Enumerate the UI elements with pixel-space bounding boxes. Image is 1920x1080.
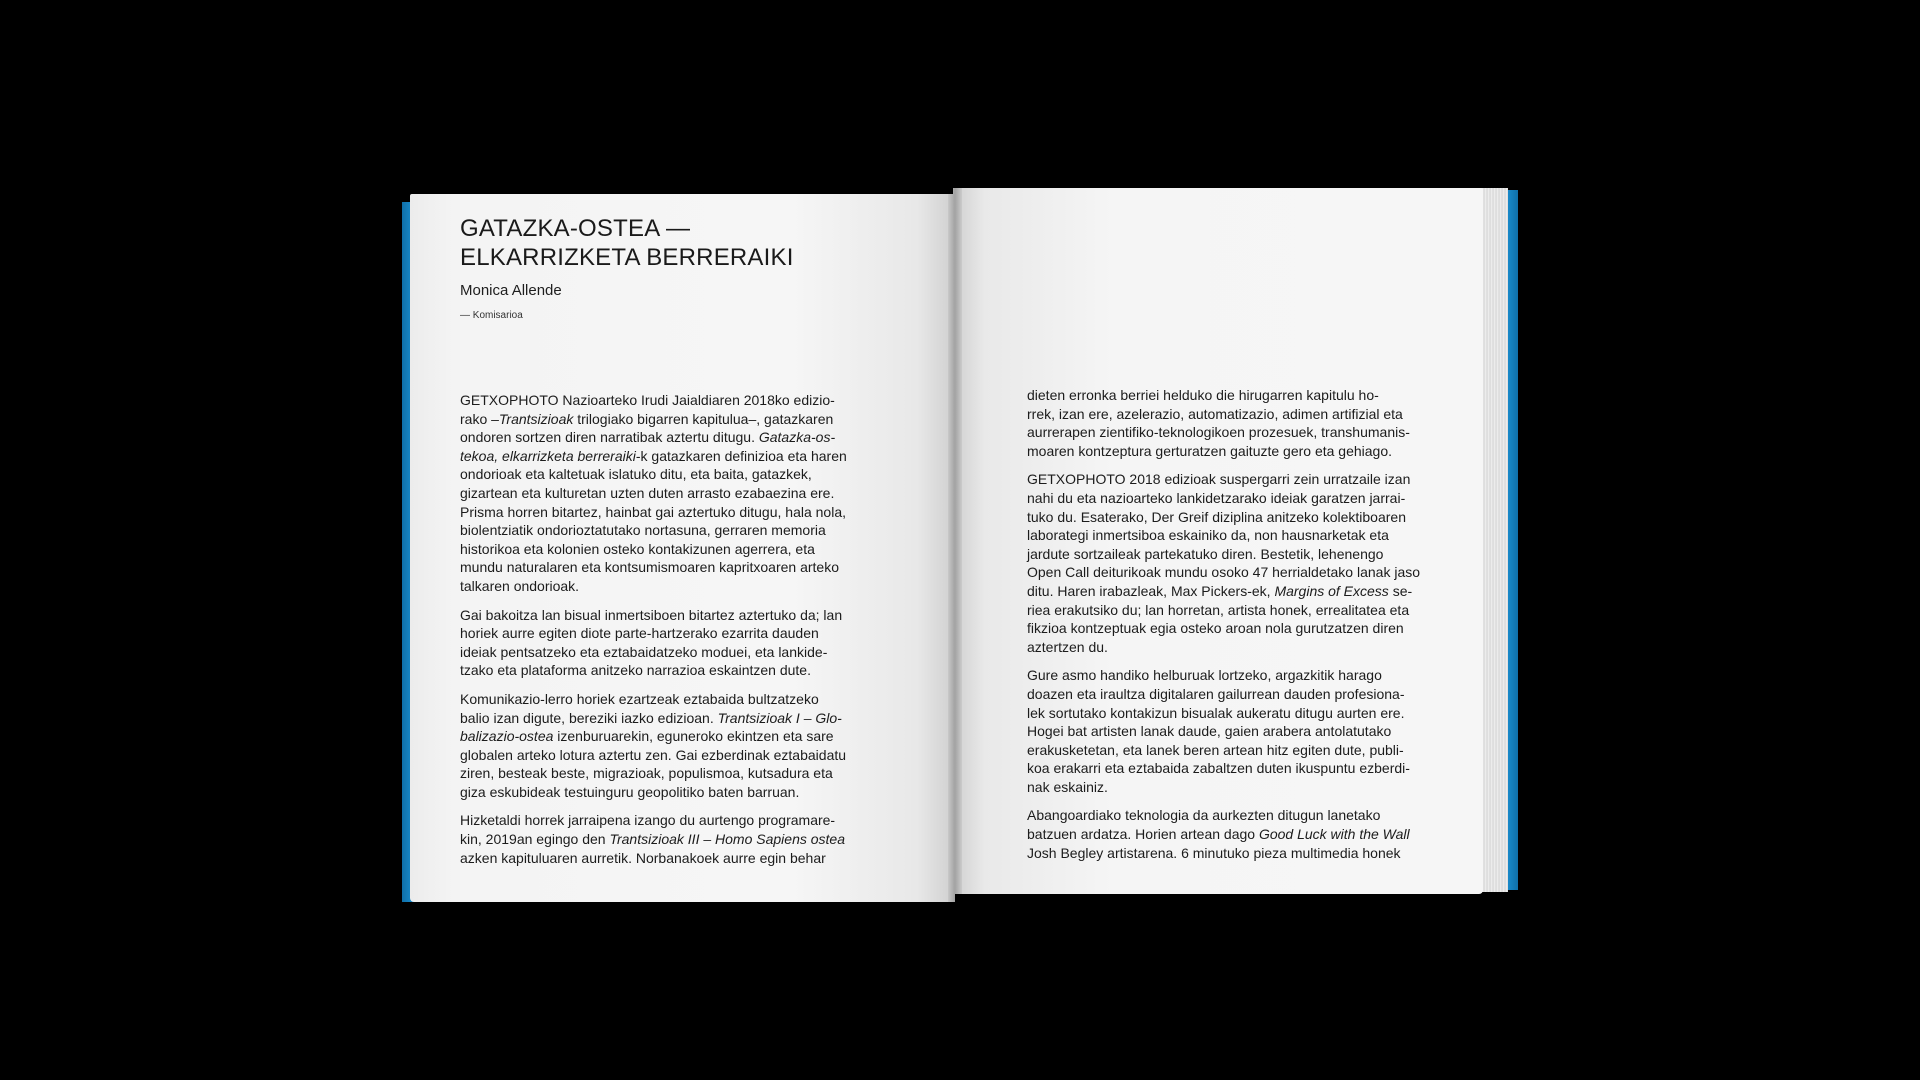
text-line: moaren kontzeptura gerturatzen gaituzte gero eta gehiago. bbox=[1027, 442, 1393, 459]
text-line: horiek aurre egiten diote parte-hartzerako ezarrita dauden bbox=[460, 625, 819, 642]
text-line: rrek, izan ere, azelerazio, automatizazio, adimen artifizial eta bbox=[1027, 405, 1403, 422]
text-line: gizartean eta kulturetan uzten duten arrasto ezabaezina ere. bbox=[460, 484, 835, 501]
paragraph bbox=[460, 811, 847, 867]
text-line: ideiak pentsatzeko eta eztabaidatzeko moduei, eta lankide- bbox=[460, 643, 828, 660]
text-line: riea erakutsiko du; lan horretan, artista honek, errealitatea eta bbox=[1027, 601, 1410, 618]
right-body-text bbox=[1027, 386, 1420, 872]
text-line: GETXOPHOTO 2018 edizioak suspergarri zein urratzaile izan bbox=[1027, 471, 1411, 488]
paragraph bbox=[1027, 470, 1420, 656]
text-line: historikoa eta kolonien osteko kontakizunen agerrera, eta bbox=[460, 540, 815, 557]
book-gutter bbox=[948, 188, 962, 902]
text-line: lek sortutako kontakizun bisualak aukeratu ditugu aurten ere. bbox=[1027, 704, 1405, 721]
text-line: ondoren sortzen diren narratibak aztertu ditugu. Gatazka-os- bbox=[460, 429, 836, 446]
text-line: ziren, besteak beste, migrazioak, populismoa, kutsadura eta bbox=[460, 765, 833, 782]
text-line: erakusketetan, eta lanek beren artean hitz egiten dute, publi- bbox=[1027, 741, 1404, 758]
text-line: kin, 2019an egingo den Trantsizioak III – Homo Sapiens ostea bbox=[460, 831, 845, 848]
paragraph bbox=[460, 690, 847, 802]
text-line: ditu. Haren irabazleak, Max Pickers-ek, Margins of Excess se- bbox=[1027, 582, 1413, 599]
text-line: tzako eta plataforma anitzeko narrazioa eskaintzen dute. bbox=[460, 662, 811, 679]
article-title bbox=[460, 214, 880, 272]
text-line: globalen arteko lotura aztertu zen. Gai ezberdinak eztabaidatu bbox=[460, 746, 847, 763]
text-line: nahi du eta nazioarteko lankidetzarako ideiak garatzen jarrai- bbox=[1027, 489, 1406, 506]
open-book bbox=[402, 188, 1518, 904]
title-line: GATAZKA-OSTEA — bbox=[460, 215, 691, 242]
paragraph bbox=[460, 391, 847, 596]
text-line: Hogei bat artisten lanak daude, gaien arabera antolatutako bbox=[1027, 723, 1392, 740]
paragraph bbox=[1027, 666, 1420, 796]
text-line: Josh Begley artistarena. 6 minutuko pieza multimedia honek bbox=[1027, 844, 1401, 861]
text-line: batzuen ardatza. Horien artean dago Good Luck with the Wall bbox=[1027, 826, 1410, 843]
text-line: koa erakarri eta eztabaida zabaltzen duten ikuspuntu ezberdi- bbox=[1027, 760, 1410, 777]
text-line: laborategi inmertsiboa eskainiko da, non hausnarketak eta bbox=[1027, 527, 1389, 544]
text-line: fikzioa kontzeptuak egia osteko aroan nola gurutzatzen diren bbox=[1027, 620, 1404, 637]
text-line: Open Call deiturikoak mundu osoko 47 herrialdetako lanak jaso bbox=[1027, 564, 1421, 581]
text-line: Komunikazio-lerro horiek ezartzeak eztabaida bultzatzeko bbox=[460, 690, 819, 707]
text-line: talkaren ondorioak. bbox=[460, 577, 580, 594]
text-line: tekoa, elkarrizketa berreraiki-k gatazkaren definizioa eta haren bbox=[460, 447, 847, 464]
text-line: balizazio-ostea izenburuarekin, eguneroko ekintzen eta sare bbox=[460, 728, 834, 745]
text-line: Hizketaldi horrek jarraipena izango du aurtengo programare- bbox=[460, 812, 836, 829]
right-page bbox=[953, 188, 1483, 894]
paragraph bbox=[1027, 386, 1420, 460]
text-line: rako –Trantsizioak trilogiako bigarren kapitulua–, gatazkaren bbox=[460, 410, 834, 427]
text-line: Prisma horren bitartez, hainbat gai aztertuko ditugu, hala nola, bbox=[460, 503, 847, 520]
left-page bbox=[410, 194, 955, 902]
text-line: GETXOPHOTO Nazioarteko Irudi Jaialdiaren 2018ko edizio- bbox=[460, 392, 835, 408]
title-line: ELKARRIZKETA BERRERAIKI bbox=[460, 244, 794, 271]
text-line: balio izan digute, bereziki iazko edizioan. Trantsizioak I – Glo- bbox=[460, 709, 842, 726]
text-line: doazen eta iraultza digitalaren gailurrean dauden profesiona- bbox=[1027, 685, 1405, 702]
author-role: — Komisarioa bbox=[460, 310, 523, 321]
author-name: Monica Allende bbox=[460, 282, 562, 299]
text-line: Abangoardiako teknologia da aurkezten ditugun lanetako bbox=[1027, 807, 1381, 824]
text-line: ondorioak eta kaltetuak islatuko ditu, eta baita, gatazkek, bbox=[460, 466, 812, 483]
text-line: aztertzen du. bbox=[1027, 638, 1108, 655]
paragraph bbox=[460, 606, 847, 680]
text-line: biolentziatik ondorioztatutako nortasuna, gerraren memoria bbox=[460, 522, 826, 539]
text-line: jardute sortzaileak partekatuko diren. Bestetik, lehenengo bbox=[1027, 545, 1384, 562]
text-line: mundu naturalaren eta kontsumismoaren kapritxoaren arteko bbox=[460, 559, 839, 576]
text-line: aurrerapen zientifiko-teknologikoen prozesuek, transhumanis- bbox=[1027, 424, 1410, 441]
left-body-text bbox=[460, 391, 847, 877]
text-line: nak eskainiz. bbox=[1027, 778, 1108, 795]
text-line: giza eskubideak testuinguru geopolitiko baten barruan. bbox=[460, 783, 800, 800]
text-line: dieten erronka berriei helduko die hirugarren kapitulu ho- bbox=[1027, 387, 1379, 403]
paragraph bbox=[1027, 806, 1420, 862]
text-line: azken kapituluaren aurretik. Norbanakoek aurre egin behar bbox=[460, 849, 826, 866]
text-line: tuko du. Esaterako, Der Greif diziplina anitzeko kolektiboaren bbox=[1027, 508, 1406, 525]
text-line: Gai bakoitza lan bisual inmertsiboen bitartez aztertuko da; lan bbox=[460, 606, 843, 623]
text-line: Gure asmo handiko helburuak lortzeko, argazkitik harago bbox=[1027, 667, 1382, 684]
